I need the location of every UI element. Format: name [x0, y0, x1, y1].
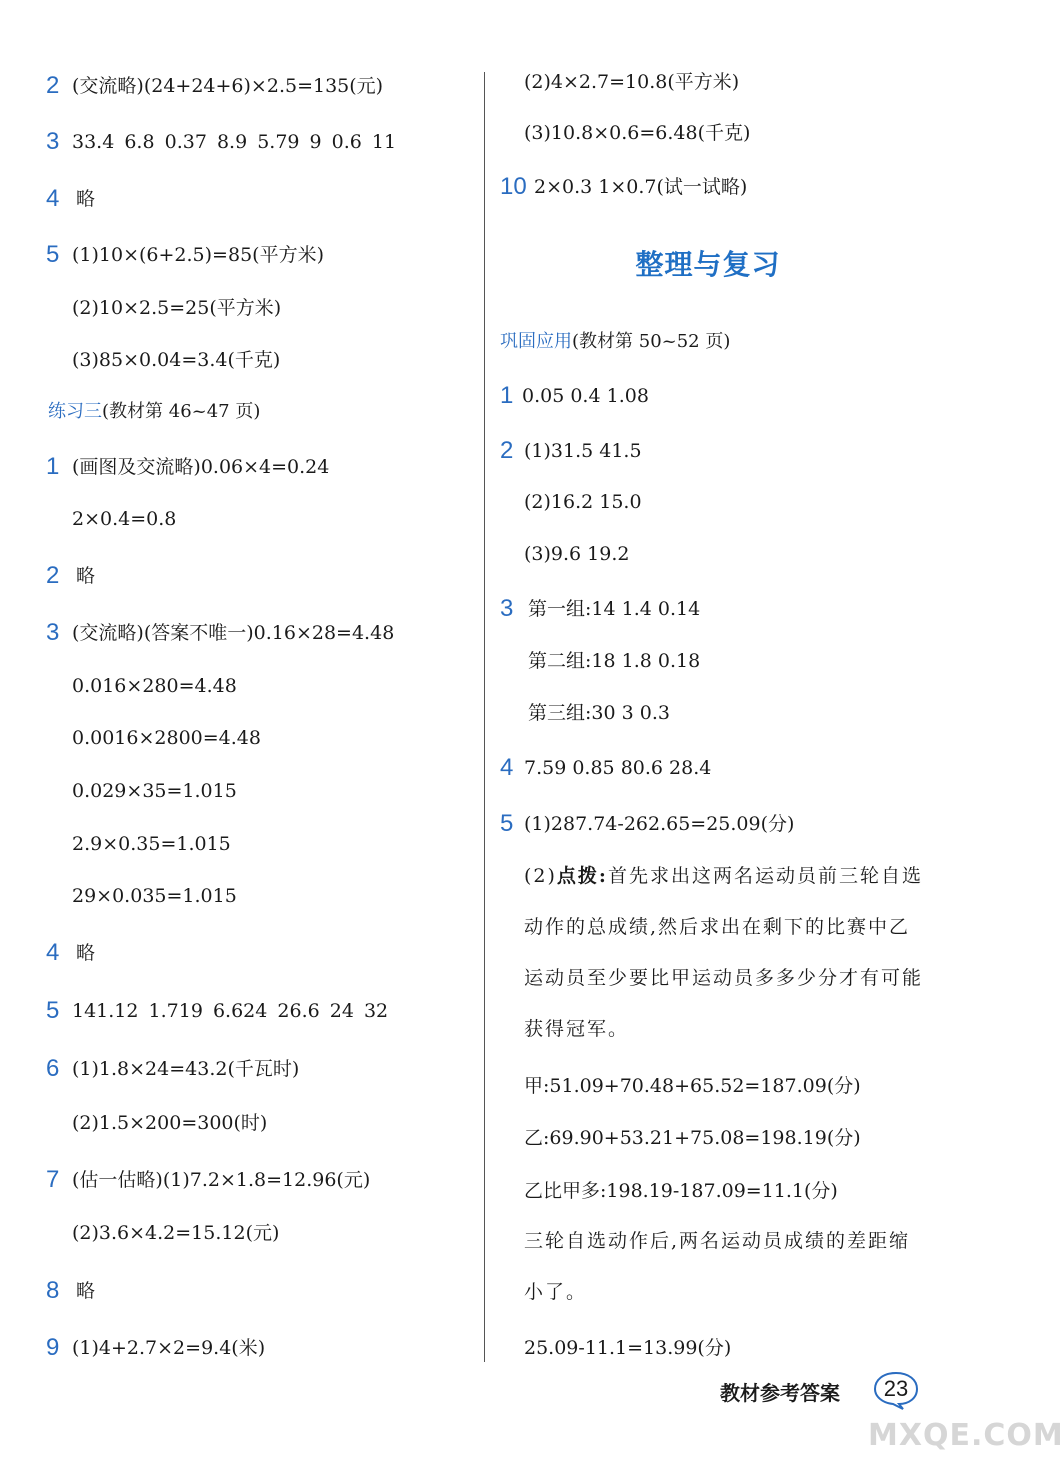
item-number: 7	[46, 1166, 60, 1193]
conclusion-paragraph: 三轮自选动作后,两名运动员成绩的差距缩小了。	[524, 1230, 911, 1303]
answer-line: 7.59 0.85 80.6 28.4	[524, 757, 712, 779]
item-number: 2	[46, 562, 60, 589]
answer-line: (1)10×(6+2.5)=85(平方米)	[72, 244, 324, 266]
answer-line: (估一估略)(1)7.2×1.8=12.96(元)	[72, 1169, 371, 1191]
answer-line: 略	[76, 942, 96, 964]
item-number: 3	[500, 595, 514, 622]
item-number: 4	[46, 939, 60, 966]
answer-line: (2)16.2 15.0	[524, 491, 642, 513]
answer-line: 33.4 6.8 0.37 8.9 5.79 9 0.6 11	[72, 131, 397, 153]
answer-line: (2)4×2.7=10.8(平方米)	[524, 71, 740, 93]
answer-line: 第一组:14 1.4 0.14	[528, 598, 701, 620]
answer-line: (1)1.8×24=43.2(千瓦时)	[72, 1058, 300, 1080]
answer-line: (3)10.8×0.6=6.48(千克)	[524, 122, 751, 144]
answer-line: (2)10×2.5=25(平方米)	[72, 297, 282, 319]
answer-line: 乙:69.90+53.21+75.08=198.19(分)	[524, 1127, 861, 1149]
column-divider	[484, 72, 485, 1362]
answer-line: 0.05 0.4 1.08	[522, 385, 649, 407]
item-number: 9	[46, 1334, 60, 1361]
watermark: MXQE.COM	[868, 1418, 1064, 1453]
section-heading-apply: 巩固应用(教材第 50~52 页)	[500, 331, 731, 352]
answer-line: (1)31.5 41.5	[524, 440, 642, 462]
answer-line: (2)1.5×200=300(时)	[72, 1112, 268, 1134]
item-number: 1	[500, 382, 514, 409]
answer-line: 第二组:18 1.8 0.18	[528, 650, 701, 672]
footer-label: 教材参考答案	[720, 1381, 840, 1405]
page-number: 23	[883, 1376, 909, 1401]
item-number: 6	[46, 1055, 60, 1082]
item-number: 4	[46, 185, 60, 212]
answer-line: 略	[76, 1280, 96, 1302]
answer-line: 甲:51.09+70.48+65.52=187.09(分)	[524, 1075, 861, 1097]
answer-line: 141.12 1.719 6.624 26.6 24 32	[72, 1000, 389, 1022]
item-number: 2	[46, 72, 60, 99]
answer-line: 第三组:30 3 0.3	[528, 702, 670, 724]
item-number: 5	[46, 241, 60, 268]
left-column	[0, 0, 480, 1400]
item-number: 5	[46, 997, 60, 1024]
item-number: 10	[500, 173, 527, 200]
item-number: 3	[46, 128, 60, 155]
hint-paragraph: (2)点拨:首先求出这两名运动员前三轮自选动作的总成绩,然后求出在剩下的比赛中乙运动员至少要比甲运动员多多少分才有可能获得冠军。	[524, 865, 924, 1040]
answer-line: (3)85×0.04=3.4(千克)	[72, 349, 281, 371]
section-heading-ex3: 练习三(教材第 46~47 页)	[48, 401, 261, 422]
item-number: 1	[46, 453, 60, 480]
answer-line: 2×0.3 1×0.7(试一试略)	[534, 176, 748, 198]
answer-line: (3)9.6 19.2	[524, 543, 630, 565]
answer-line: 25.09-11.1=13.99(分)	[524, 1337, 732, 1359]
answer-line: (2)3.6×4.2=15.12(元)	[72, 1222, 280, 1244]
item-number: 8	[46, 1277, 60, 1304]
right-column	[488, 0, 1000, 1400]
item-number: 2	[500, 437, 514, 464]
answer-line: (1)287.74-262.65=25.09(分)	[524, 813, 795, 835]
answer-line: 2.9×0.35=1.015	[72, 833, 231, 855]
answer-line: 乙比甲多:198.19-187.09=11.1(分)	[524, 1180, 838, 1202]
answer-line: 29×0.035=1.015	[72, 885, 237, 907]
answer-line: (画图及交流略)0.06×4=0.24	[72, 456, 330, 478]
answer-line: (交流略)(24+24+6)×2.5=135(元)	[72, 75, 384, 97]
answer-line: (交流略)(答案不唯一)0.16×28=4.48	[72, 622, 395, 644]
hint-label: 点拨:	[556, 865, 608, 887]
answer-line: 2×0.4=0.8	[72, 508, 177, 530]
item-number: 5	[500, 810, 514, 837]
answer-line: (1)4+2.7×2=9.4(米)	[72, 1337, 266, 1359]
section-title: 整理与复习	[635, 248, 781, 281]
answer-line: 略	[76, 188, 96, 210]
answer-line: 略	[76, 565, 96, 587]
item-number: 3	[46, 619, 60, 646]
answer-line: 0.029×35=1.015	[72, 780, 237, 802]
answer-line: 0.016×280=4.48	[72, 675, 237, 697]
answer-line: 0.0016×2800=4.48	[72, 727, 261, 749]
item-number: 4	[500, 754, 514, 781]
